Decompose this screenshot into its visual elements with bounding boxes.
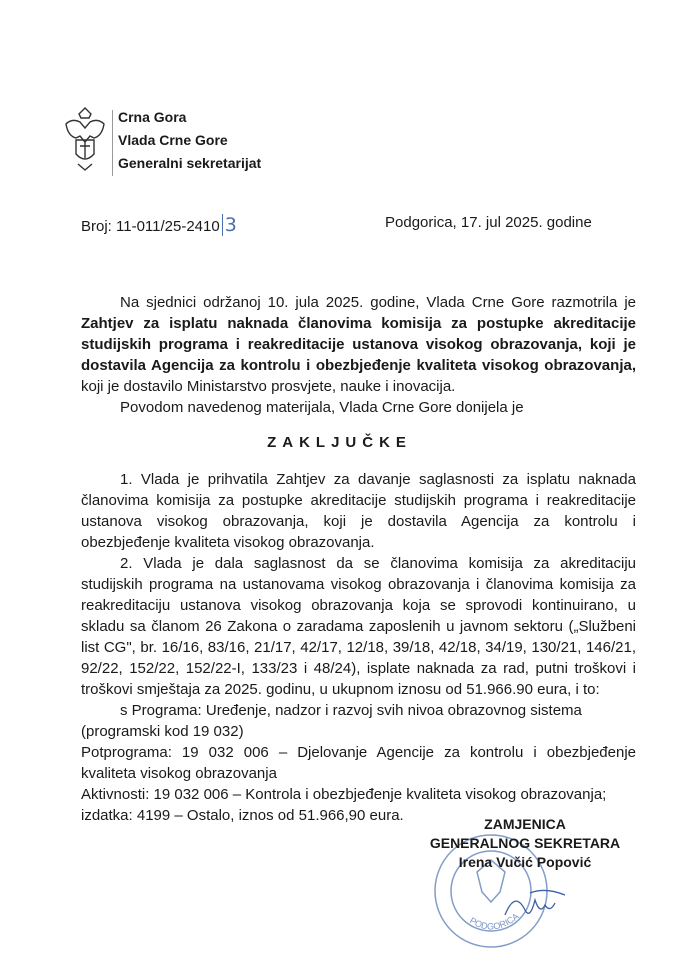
text-line: skladu sa članom 26 Zakona o zaradama zaposlenih u javnom sektoru („Službeni <box>81 618 636 635</box>
text-line: članovima komisija za postupke akreditacije studijskih programa i reakreditacije <box>81 492 636 509</box>
office-name: Generalni sekretarijat <box>118 155 262 171</box>
text-line: troškovi smještaja za 2025. godinu, u ukupnom iznosu od 51.966.90 eura, i to: <box>81 681 600 698</box>
text-line: 92/22, 152/22, 152/22-I, 133/23 i 48/24), isplate naknada za rad, putni troškovi i <box>81 660 636 677</box>
text-line: list CG", br. 16/16, 83/16, 21/17, 42/17, 12/18, 39/18, 42/18, 34/19, 130/21, 146/21, <box>81 639 636 656</box>
issuer-header <box>118 106 261 175</box>
reference-number <box>81 214 237 236</box>
text-line: Na sjednici održanoj 10. jula 2025. godine, Vlada Crne Gore razmotrila je <box>120 294 636 311</box>
text-line: studijskih programa i reakreditacije ustanova visokog obrazovanja, koji je <box>81 336 636 353</box>
text-line: studijskih programa na ustanovama visokog obrazovanja i članovima komisija za <box>81 576 636 593</box>
text-line: obezbjeđenje kvaliteta visokog obrazovanja. <box>81 534 375 551</box>
text-line: Aktivnosti: 19 032 006 – Kontrola i obezbjeđenje kvaliteta visokog obrazovanja; <box>81 786 607 803</box>
text-line: ustanova visokog obrazovanja, koji je dostavila Agencija za kontrolu i <box>81 513 636 530</box>
text-line: izdatka: 4199 – Ostalo, iznos od 51.966,90 eura. <box>81 807 404 824</box>
text-line: reakreditaciju ustanova visokog obrazovanja koja se sprovodi kontinuirano, u <box>81 597 636 614</box>
signature-block <box>405 815 645 872</box>
text-line: dostavila Agencija za kontrolu i obezbjeđenje kvaliteta visokog obrazovanja, <box>81 357 636 374</box>
government-name: Vlada Crne Gore <box>118 132 228 148</box>
intro-paragraph <box>81 292 636 418</box>
text-line: koji je dostavilo Ministarstvo prosvjete, nauke i inovacija. <box>81 378 456 395</box>
text-line: (programski kod 19 032) <box>81 723 244 740</box>
signatory-title: ZAMJENICA <box>484 816 566 832</box>
stamp-text: PODGORICA <box>467 911 521 932</box>
text-line: s Programa: Uređenje, nadzor i razvoj svih nivoa obrazovnog sistema <box>120 702 582 719</box>
text-line: Povodom navedenog materijala, Vlada Crne Gore donijela je <box>120 399 524 416</box>
coat-of-arms-icon <box>62 106 108 172</box>
text-line: 1. Vlada je prihvatila Zahtjev za davanje saglasnosti za isplatu naknada <box>120 471 636 488</box>
document-date: Podgorica, 17. jul 2025. godine <box>385 214 592 231</box>
section-title: ZAKLJUČKE <box>267 434 412 451</box>
header-divider <box>112 110 113 176</box>
conclusions-list <box>81 469 636 826</box>
handwritten-suffix: 3 <box>222 214 237 236</box>
text-line: 2. Vlada je dala saglasnost da se članovima komisija za akreditaciju <box>120 555 636 572</box>
signatory-office: GENERALNOG SEKRETARA <box>429 835 621 851</box>
handwritten-signature <box>500 885 570 925</box>
signatory-name: Irena Vučić Popović <box>458 854 592 870</box>
country-name: Crna Gora <box>118 109 187 125</box>
text-line: Potprograma: 19 032 006 – Djelovanje Agencije za kontrolu i obezbjeđenje <box>81 744 636 761</box>
reference-label: Broj: 11-011/25-2410 <box>81 218 220 235</box>
text-line: Zahtjev za isplatu naknada članovima komisija za postupke akreditacije <box>81 315 636 332</box>
text-line: kvaliteta visokog obrazovanja <box>81 765 277 782</box>
